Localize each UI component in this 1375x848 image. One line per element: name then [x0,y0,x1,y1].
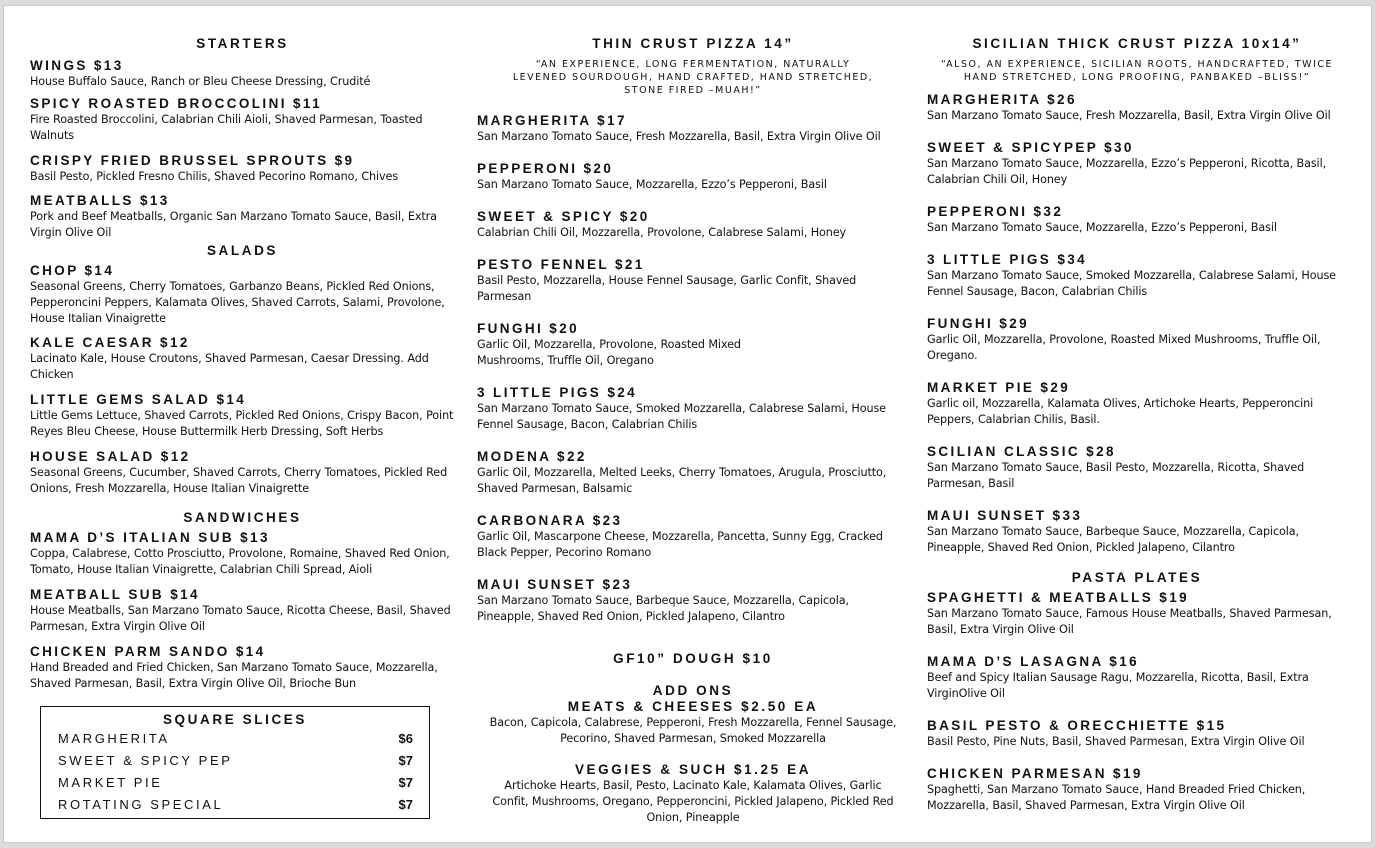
item-name: PEPPERONI $32 [927,204,1064,219]
item-desc: House Meatballs, San Marzano Tomato Sauce, Ricotta Cheese, Basil, Shaved Parmesan, Extra Virgin Olive Oil [30,604,451,633]
item-desc: San Marzano Tomato Sauce, Barbeque Sauce, Mozzarella, Capicola, Pineapple, Shaved Red Onion, Pickled Jalapeno, Cilantro [927,525,1299,554]
item-desc: San Marzano Tomato Sauce, Mozzarella, Ezzo’s Pepperoni, Ricotta, Basil, Calabrian Chili Oil, Honey [927,157,1327,186]
menu-item [477,112,909,145]
column-left [30,6,455,692]
menu-item [927,379,1347,428]
menu-item [477,256,909,305]
menu-item [927,717,1347,750]
slice-row [41,728,429,750]
salads-heading: SALADS [206,243,279,258]
menu-item [927,91,1347,124]
item-name: SCILIAN CLASSIC $28 [927,444,1116,459]
item-name: MODENA $22 [477,449,587,464]
thin-crust-tagline: “AN EXPERIENCE, LONG FERMENTATION, NATURALLY LEVENED SOURDOUGH, HAND CRAFTED, HAND STRETCHED, STONE FIRED –MUAH!” [512,59,874,96]
item-desc: Fire Roasted Broccolini, Calabrian Chili Aioli, Shaved Parmesan, Toasted Walnuts [30,113,423,142]
item-name: CHOP $14 [30,263,115,278]
column-right [927,6,1347,814]
menu-item [477,160,909,193]
item-desc: San Marzano Tomato Sauce, Smoked Mozzarella, Calabrese Salami, House Fennel Sausage, Bacon, Calabrian Chilis [927,269,1336,298]
item-name: CHICKEN PARMESAN $19 [927,766,1143,781]
menu-item [927,589,1347,638]
item-desc: Garlic oil, Mozzarella, Kalamata Olives, Artichoke Hearts, Pepperoncini Peppers, Calabrian Chilis, Basil. [927,397,1314,426]
item-desc: Little Gems Lettuce, Shaved Carrots, Pickled Red Onions, Crispy Bacon, Point Reyes Bleu Cheese, House Buttermilk Herb Dressing, Soft Herbs [30,409,454,438]
item-desc: Seasonal Greens, Cherry Tomatoes, Garbanzo Beans, Pickled Red Onions, Pepperoncini Peppers, Kalamata Olives, Shaved Carrots, Salami, Provolone, House Italian Vinaigrette [30,280,445,325]
menu-item [30,262,455,327]
item-desc: Lacinato Kale, House Croutons, Shaved Parmesan, Caesar Dressing. Add Chicken [30,352,429,381]
item-desc: Garlic Oil, Mozzarella, Provolone, Roasted Mixed Mushrooms, Truffle Oil, Oregano [477,338,741,367]
item-name: KALE CAESAR $12 [30,335,190,350]
menu-item [30,95,455,144]
item-desc: Basil Pesto, Pine Nuts, Basil, Shaved Parmesan, Extra Virgin Olive Oil [927,735,1305,748]
item-name: PEPPERONI $20 [477,161,614,176]
item-name: BASIL PESTO & ORECCHIETTE $15 [927,718,1227,733]
sandwiches-heading: SANDWICHES [183,510,302,525]
item-desc: Basil Pesto, Pickled Fresno Chilis, Shaved Pecorino Romano, Chives [30,170,399,183]
pasta-heading: PASTA PLATES [1071,570,1203,585]
menu-item [477,576,909,625]
slice-name: MARGHERITA [58,731,170,746]
menu-item [927,443,1347,492]
slice-name: ROTATING SPECIAL [58,797,224,812]
item-name: 3 LITTLE PIGS $24 [477,385,638,400]
sicilian-heading: SICILIAN THICK CRUST PIZZA 10x14” [972,36,1302,51]
item-desc: Coppa, Calabrese, Cotto Prosciutto, Provolone, Romaine, Shaved Red Onion, Tomato, House Italian Vinaigrette, Calabrian Chili Spread, Aioli [30,547,450,576]
slice-row [41,794,429,816]
menu-item [927,251,1347,300]
menu-item [477,208,909,241]
veggies-heading: VEGGIES & SUCH $1.25 EA [574,762,812,777]
item-name: SWEET & SPICYPEP $30 [927,140,1134,155]
slice-price: $7 [398,797,413,812]
square-slices-heading: SQUARE SLICES [162,712,308,727]
item-name: MAMA D’S LASAGNA $16 [927,654,1140,669]
square-slices-box [40,706,430,819]
item-name: MARGHERITA $26 [927,92,1077,107]
item-name: CARBONARA $23 [477,513,623,528]
menu-item [927,507,1347,556]
item-desc: San Marzano Tomato Sauce, Barbeque Sauce, Mozzarella, Capicola, Pineapple, Shaved Red Onion, Pickled Jalapeno, Cilantro [477,594,849,623]
item-name: SPAGHETTI & MEATBALLS $19 [927,590,1190,605]
menu-item [477,320,909,369]
menu-page [3,5,1372,843]
slice-name: MARKET PIE [58,775,163,790]
item-name: LITTLE GEMS SALAD $14 [30,392,247,407]
column-middle [477,6,909,826]
starters-heading: STARTERS [196,36,289,51]
menu-item [927,765,1347,814]
menu-item [477,512,909,561]
item-desc: San Marzano Tomato Sauce, Smoked Mozzarella, Calabrese Salami, House Fennel Sausage, Bacon, Calabrian Chilis [477,402,886,431]
item-name: MARGHERITA $17 [477,113,627,128]
sicilian-tagline: “ALSO, AN EXPERIENCE, SICILIAN ROOTS, HANDCRAFTED, TWICE HAND STRETCHED, LONG PROOFING, PANBAKED –BLISS!” [940,59,1333,83]
item-desc: San Marzano Tomato Sauce, Fresh Mozzarella, Basil, Extra Virgin Olive Oil [927,109,1331,122]
slice-price: $6 [398,731,413,746]
item-desc: Garlic Oil, Mozzarella, Provolone, Roasted Mixed Mushrooms, Truffle Oil, Oregano. [927,333,1321,362]
item-desc: Pork and Beef Meatballs, Organic San Marzano Tomato Sauce, Basil, Extra Virgin Olive Oil [30,210,437,239]
item-desc: House Buffalo Sauce, Ranch or Bleu Cheese Dressing, Crudité [30,75,371,88]
menu-item [30,586,455,635]
item-desc: Garlic Oil, Mascarpone Cheese, Mozzarella, Pancetta, Sunny Egg, Cracked Black Pepper, Pecorino Romano [477,530,883,559]
menu-item [927,203,1347,236]
item-desc: San Marzano Tomato Sauce, Mozzarella, Ezzo’s Pepperoni, Basil [927,221,1277,234]
item-desc: Hand Breaded and Fried Chicken, San Marzano Tomato Sauce, Mozzarella, Shaved Parmesan, Basil, Extra Virgin Olive Oil, Brioche Bun [30,661,438,690]
add-ons-heading: ADD ONS [652,683,734,698]
item-name: FUNGHI $20 [477,321,580,336]
item-desc: San Marzano Tomato Sauce, Famous House Meatballs, Shaved Parmesan, Basil, Extra Virgin Olive Oil [927,607,1332,636]
item-name: CRISPY FRIED BRUSSEL SPROUTS $9 [30,153,355,168]
item-name: SWEET & SPICY $20 [477,209,650,224]
item-name: WINGS $13 [30,58,124,73]
item-name: MEATBALLS $13 [30,193,170,208]
item-desc: Spaghetti, San Marzano Tomato Sauce, Hand Breaded Fried Chicken, Mozzarella, Basil, Shaved Parmesan, Extra Virgin Olive Oil [927,783,1306,812]
slice-price: $7 [398,753,413,768]
item-desc: Calabrian Chili Oil, Mozzarella, Provolone, Calabrese Salami, Honey [477,226,847,239]
menu-item [30,192,455,241]
item-name: PESTO FENNEL $21 [477,257,645,272]
slice-row [41,750,429,772]
menu-item [927,653,1347,702]
item-desc: San Marzano Tomato Sauce, Fresh Mozzarella, Basil, Extra Virgin Olive Oil [477,130,881,143]
slice-name: SWEET & SPICY PEP [58,753,233,768]
item-desc: Garlic Oil, Mozzarella, Melted Leeks, Cherry Tomatoes, Arugula, Prosciutto, Shaved Parmesan, Balsamic [477,466,887,495]
slice-row [41,772,429,794]
menu-item [30,529,455,578]
item-name: MAUI SUNSET $33 [927,508,1083,523]
veggies-list: Artichoke Hearts, Basil, Pesto, Lacinato Kale, Kalamata Olives, Garlic Confit, Mushrooms, Oregano, Pepperoncini, Pickled Jalapeno, Pickled Red Onion, Pineapple [492,779,894,824]
menu-item [30,391,455,440]
thin-crust-heading: THIN CRUST PIZZA 14” [592,36,794,51]
item-name: MAUI SUNSET $23 [477,577,633,592]
item-name: SPICY ROASTED BROCCOLINI $11 [30,96,322,111]
menu-item [30,57,455,90]
menu-item [30,448,455,497]
item-name: MEATBALL SUB $14 [30,587,200,602]
menu-item [477,384,909,433]
meats-cheeses-heading: MEATS & CHEESES $2.50 EA [567,699,819,714]
item-name: CHICKEN PARM SANDO $14 [30,644,266,659]
item-desc: San Marzano Tomato Sauce, Mozzarella, Ezzo’s Pepperoni, Basil [477,178,827,191]
item-desc: San Marzano Tomato Sauce, Basil Pesto, Mozzarella, Ricotta, Shaved Parmesan, Basil [927,461,1305,490]
item-name: FUNGHI $29 [927,316,1030,331]
slice-price: $7 [398,775,413,790]
item-name: MARKET PIE $29 [927,380,1071,395]
meats-cheeses-list: Bacon, Capicola, Calabrese, Pepperoni, Fresh Mozzarella, Fennel Sausage, Pecorino, Shaved Parmesan, Smoked Mozzarella [489,716,897,745]
menu-item [927,315,1347,364]
gf-dough: GF10” DOUGH $10 [613,651,773,666]
menu-item [927,139,1347,188]
menu-item [30,152,455,185]
menu-item [30,643,455,692]
item-desc: Beef and Spicy Italian Sausage Ragu, Mozzarella, Ricotta, Basil, Extra VirginOlive Oil [927,671,1309,700]
item-desc: Seasonal Greens, Cucumber, Shaved Carrots, Cherry Tomatoes, Pickled Red Onions, Fresh Mozzarella, House Italian Vinaigrette [30,466,448,495]
item-name: 3 LITTLE PIGS $34 [927,252,1088,267]
item-desc: Basil Pesto, Mozzarella, House Fennel Sausage, Garlic Confit, Shaved Parmesan [477,274,857,303]
menu-item [477,448,909,497]
menu-item [30,334,455,383]
item-name: HOUSE SALAD $12 [30,449,191,464]
item-name: MAMA D’S ITALIAN SUB $13 [30,530,270,545]
